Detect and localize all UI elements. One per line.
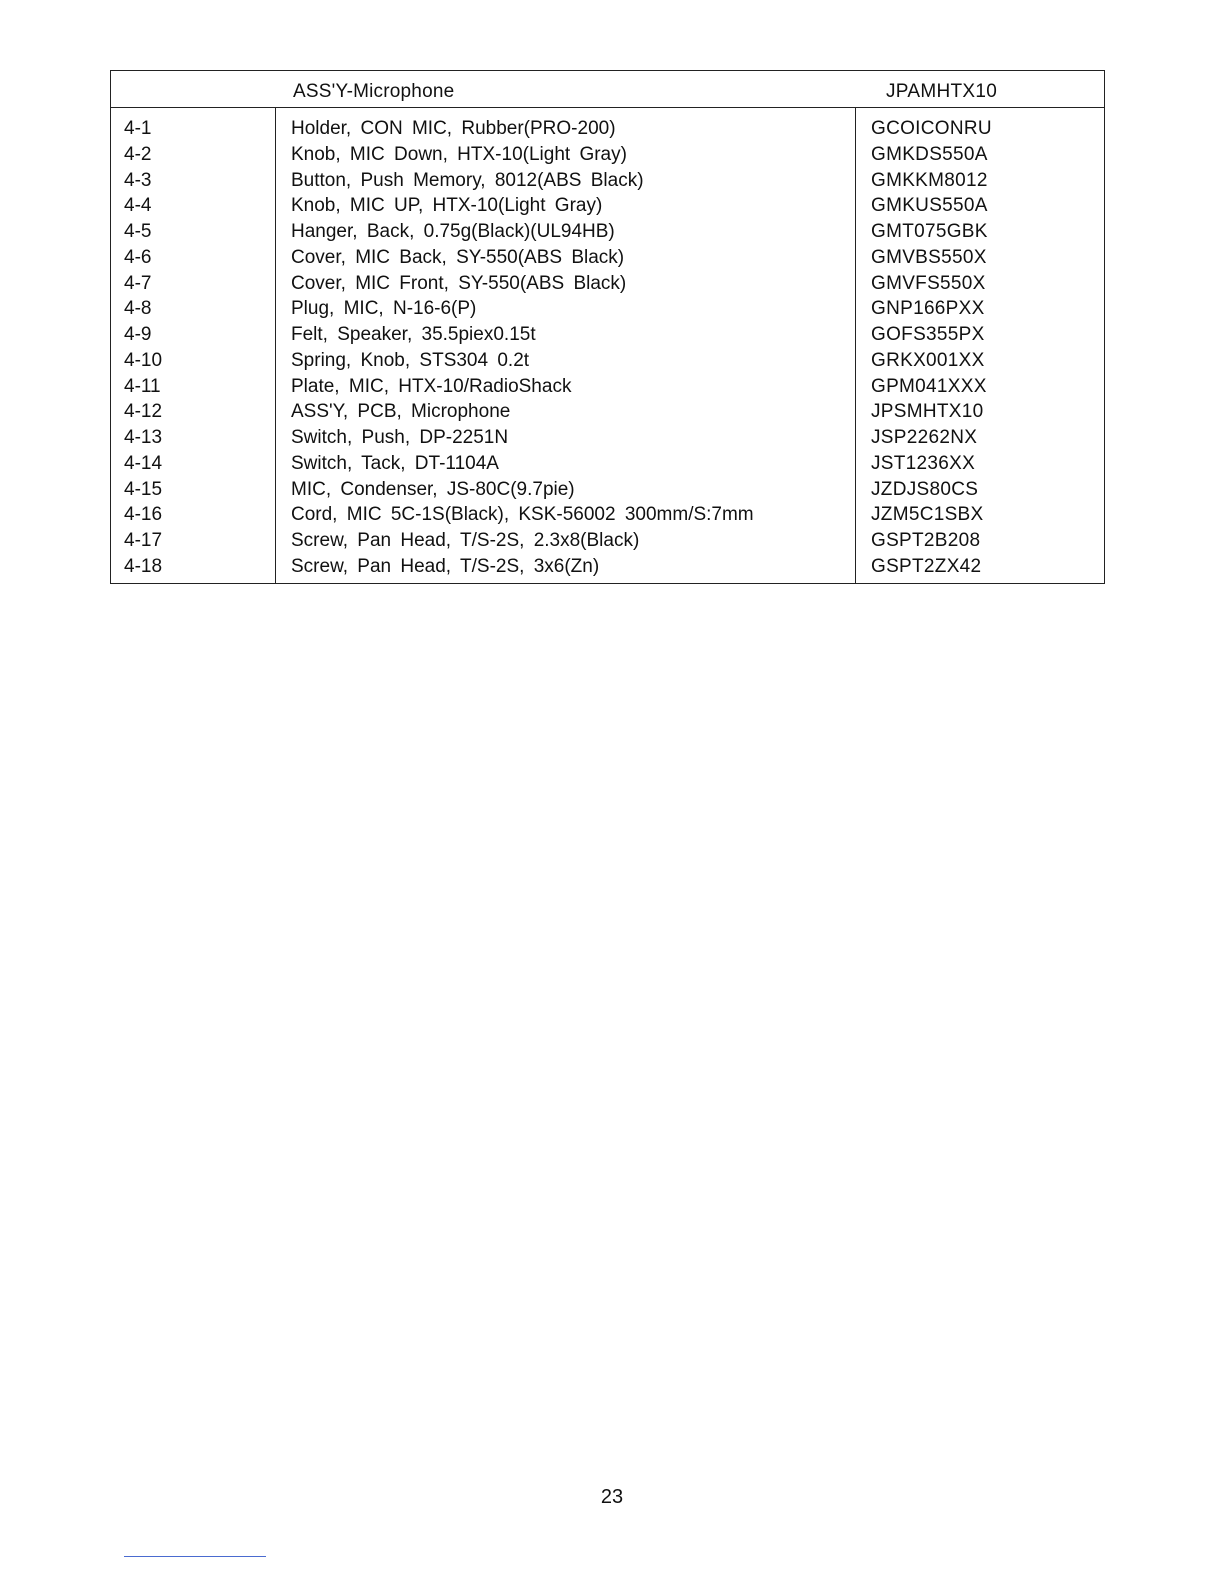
- part-number: JZDJS80CS: [871, 478, 979, 500]
- item-description: Holder, CON MIC, Rubber(PRO-200): [291, 118, 616, 139]
- part-number: GNP166PXX: [871, 298, 985, 320]
- part-number: GMT075GBK: [871, 221, 988, 242]
- item-number: 4-18: [124, 555, 163, 577]
- table-row: [111, 245, 1104, 271]
- item-number: 4-17: [124, 530, 163, 551]
- assembly-title: ASS'Y-Microphone: [293, 81, 455, 102]
- item-description: Spring, Knob, STS304 0.2t: [291, 349, 530, 371]
- part-number: GOFS355PX: [871, 324, 985, 345]
- table-row: [111, 399, 1104, 425]
- part-number: GMKDS550A: [871, 143, 988, 165]
- item-number: 4-1: [124, 118, 152, 139]
- table-row: [111, 554, 1104, 580]
- item-number: 4-9: [124, 324, 152, 345]
- table-row: [111, 322, 1104, 348]
- table-row: [111, 348, 1104, 374]
- part-number: GMKUS550A: [871, 195, 988, 217]
- table-body: [111, 108, 1104, 583]
- item-description: Knob, MIC UP, HTX-10(Light Gray): [291, 195, 603, 217]
- item-number: 4-14: [124, 452, 163, 474]
- item-number: 4-8: [124, 298, 152, 320]
- item-number: 4-10: [124, 349, 163, 371]
- item-number: 4-4: [124, 195, 152, 217]
- part-number: JSP2262NX: [871, 427, 978, 448]
- item-description: Plate, MIC, HTX-10/RadioShack: [291, 375, 572, 397]
- rows-container: [111, 116, 1104, 580]
- item-description: MIC, Condenser, JS-80C(9.7pie): [291, 478, 575, 500]
- table-row: [111, 296, 1104, 322]
- part-number: GRKX001XX: [871, 349, 985, 371]
- footer-rule: [124, 1556, 266, 1557]
- part-number: JZM5C1SBX: [871, 504, 984, 526]
- item-number: 4-16: [124, 504, 163, 526]
- part-number: JST1236XX: [871, 452, 976, 474]
- item-description: Plug, MIC, N-16-6(P): [291, 298, 477, 320]
- assembly-code: JPAMHTX10: [886, 81, 998, 102]
- item-number: 4-11: [124, 375, 161, 397]
- part-number: GMVFS550X: [871, 272, 986, 294]
- table-row: [111, 374, 1104, 400]
- item-description: Felt, Speaker, 35.5piex0.15t: [291, 324, 536, 345]
- table-row: [111, 142, 1104, 168]
- table-row: [111, 451, 1104, 477]
- table-row: [111, 477, 1104, 503]
- item-description: Hanger, Back, 0.75g(Black)(UL94HB): [291, 221, 615, 242]
- table-row: [111, 116, 1104, 142]
- table-row: [111, 168, 1104, 194]
- item-description: ASS'Y, PCB, Microphone: [291, 401, 511, 423]
- item-number: 4-6: [124, 246, 152, 268]
- page-number: 23: [600, 1486, 624, 1508]
- item-number: 4-13: [124, 427, 163, 448]
- table-row: [111, 425, 1104, 451]
- part-number: JPSMHTX10: [871, 401, 984, 423]
- item-number: 4-2: [124, 143, 152, 165]
- item-description: Switch, Tack, DT-1104A: [291, 452, 499, 474]
- item-description: Cover, MIC Front, SY-550(ABS Black): [291, 272, 627, 294]
- item-description: Screw, Pan Head, T/S-2S, 2.3x8(Black): [291, 530, 640, 551]
- part-number: GSPT2B208: [871, 530, 981, 551]
- item-number: 4-12: [124, 401, 163, 423]
- item-number: 4-3: [124, 169, 152, 191]
- part-number: GSPT2ZX42: [871, 555, 982, 577]
- item-description: Cord, MIC 5C-1S(Black), KSK-56002 300mm/S:7mm: [291, 504, 754, 526]
- table-row: [111, 193, 1104, 219]
- item-number: 4-7: [124, 272, 152, 294]
- item-description: Button, Push Memory, 8012(ABS Black): [291, 169, 644, 191]
- item-number: 4-5: [124, 221, 152, 242]
- table-row: [111, 271, 1104, 297]
- parts-table: [110, 70, 1105, 584]
- table-row: [111, 502, 1104, 528]
- part-number: GMKKM8012: [871, 169, 988, 191]
- part-number: GMVBS550X: [871, 246, 987, 268]
- table-row: [111, 528, 1104, 554]
- item-description: Screw, Pan Head, T/S-2S, 3x6(Zn): [291, 555, 600, 577]
- item-description: Knob, MIC Down, HTX-10(Light Gray): [291, 143, 627, 165]
- item-number: 4-15: [124, 478, 163, 500]
- part-number: GPM041XXX: [871, 375, 987, 397]
- table-row: [111, 219, 1104, 245]
- part-number: GCOICONRU: [871, 118, 992, 139]
- item-description: Switch, Push, DP-2251N: [291, 427, 509, 448]
- table-header: [111, 71, 1104, 108]
- item-description: Cover, MIC Back, SY-550(ABS Black): [291, 246, 625, 268]
